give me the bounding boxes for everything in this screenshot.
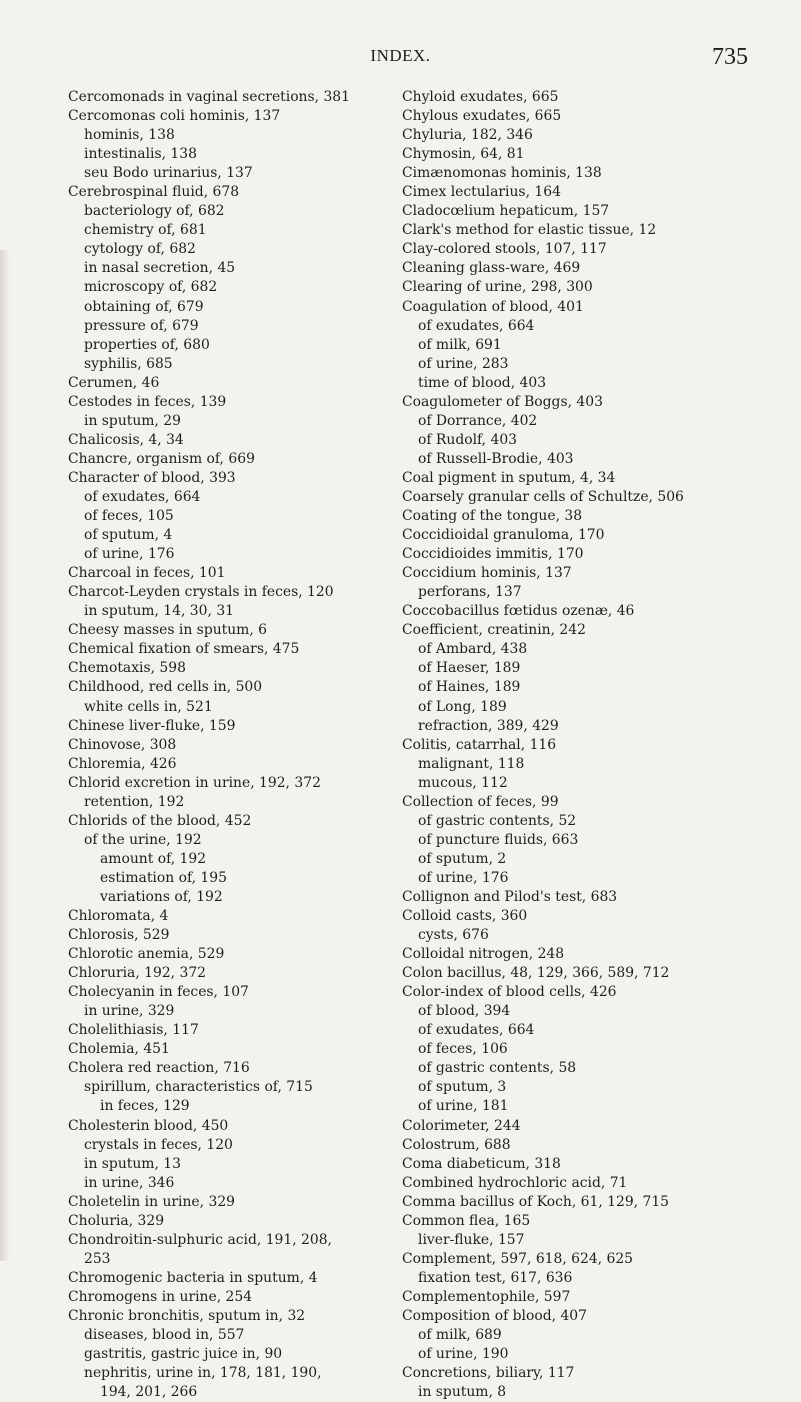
- index-entry: Cerebrospinal fluid, 678: [68, 184, 240, 201]
- index-entry: Concretions, biliary, 117: [402, 1365, 575, 1382]
- index-subentry: cytology of, 682: [84, 241, 196, 258]
- index-entry: Chlorids of the blood, 452: [68, 812, 252, 829]
- index-subentry: nephritis, urine in, 178, 181, 190,: [84, 1365, 322, 1382]
- index-subentry: of Ambard, 438: [418, 641, 528, 658]
- index-subentry: variations of, 192: [100, 888, 223, 905]
- index-entry: Cerumen, 46: [68, 374, 160, 391]
- index-subentry: in urine, 329: [84, 1003, 175, 1020]
- index-entry: Combined hydrochloric acid, 71: [402, 1174, 628, 1191]
- index-entry: Cercomonads in vaginal secretions, 381: [68, 89, 350, 105]
- index-entry: Common flea, 165: [402, 1212, 531, 1229]
- index-subentry: cysts, 676: [418, 927, 489, 944]
- index-subentry: microscopy of, 682: [84, 279, 218, 296]
- index-entry: Complement, 597, 618, 624, 625: [402, 1250, 634, 1267]
- index-subentry: in nasal secretion, 45: [84, 260, 236, 277]
- index-subentry: crystals in feces, 120: [84, 1136, 233, 1153]
- index-entry: Complementophile, 597: [402, 1288, 571, 1305]
- running-title: INDEX.: [370, 46, 431, 65]
- index-entry: Colostrum, 688: [402, 1136, 511, 1153]
- index-entry: Clay-colored stools, 107, 117: [402, 241, 607, 258]
- index-entry: Chemotaxis, 598: [68, 660, 186, 677]
- index-subentry: of exudates, 664: [418, 1022, 535, 1039]
- index-subentry: chemistry of, 681: [84, 222, 207, 239]
- index-entry: Chronic bronchitis, sputum in, 32: [68, 1308, 306, 1324]
- index-entry: Chloruria, 192, 372: [68, 965, 207, 982]
- index-subentry: of Haeser, 189: [418, 660, 521, 677]
- index-entry: Chancre, organism of, 669: [68, 450, 255, 467]
- index-subentry: fixation test, 617, 636: [418, 1269, 573, 1286]
- index-subentry: 194, 201, 266: [100, 1384, 198, 1401]
- index-entry: Charcoal in feces, 101: [68, 565, 226, 582]
- index-subentry: of sputum, 2: [418, 850, 507, 867]
- index-subentry: pressure of, 679: [84, 317, 199, 334]
- index-entry: Cholecyanin in feces, 107: [68, 984, 249, 1001]
- index-entry: Cholera red reaction, 716: [68, 1060, 250, 1077]
- index-subentry: of Long, 189: [418, 698, 507, 715]
- index-entry: Cestodes in feces, 139: [68, 393, 227, 410]
- index-entry: Chromogenic bacteria in sputum, 4: [68, 1269, 318, 1286]
- index-subentry: seu Bodo urinarius, 137: [84, 165, 253, 182]
- index-entry: Choletelin in urine, 329: [68, 1193, 235, 1210]
- index-entry: Chylous exudates, 665: [402, 108, 562, 125]
- index-entry: Clearing of urine, 298, 300: [402, 279, 593, 296]
- index-subentry: of milk, 691: [418, 336, 502, 353]
- index-subentry: of urine, 176: [418, 869, 509, 886]
- index-entry: Chymosin, 64, 81: [402, 146, 525, 163]
- index-entry: Chemical fixation of smears, 475: [68, 641, 300, 658]
- index-subentry: in sputum, 13: [84, 1155, 181, 1172]
- index-subentry: of milk, 689: [418, 1327, 502, 1344]
- index-subentry: of gastric contents, 58: [418, 1060, 577, 1077]
- index-subentry: refraction, 389, 429: [418, 717, 559, 734]
- index-subentry: 253: [84, 1250, 111, 1267]
- index-entry: Choluria, 329: [68, 1212, 165, 1229]
- index-entry: Coagulation of blood, 401: [402, 298, 584, 315]
- index-subentry: spirillum, characteristics of, 715: [84, 1079, 313, 1096]
- index-entry: Composition of blood, 407: [402, 1308, 587, 1324]
- index-subentry: of blood, 394: [418, 1003, 511, 1020]
- index-entry: Chinovose, 308: [68, 736, 177, 753]
- index-subentry: of Dorrance, 402: [418, 412, 538, 429]
- index-subentry: perforans, 137: [418, 584, 522, 601]
- index-entry: Coccidioidal granuloma, 170: [402, 527, 605, 544]
- index-entry: Cladocœlium hepaticum, 157: [402, 203, 610, 220]
- index-entry: Chinese liver-fluke, 159: [68, 717, 236, 734]
- index-subentry: of urine, 283: [418, 355, 509, 372]
- index-subentry: in sputum, 29: [84, 412, 181, 429]
- index-entry: Clark's method for elastic tissue, 12: [402, 222, 657, 239]
- index-entry: Charcot-Leyden crystals in feces, 120: [68, 584, 334, 601]
- page-gutter-shadow: [0, 250, 10, 1261]
- index-subentry: of urine, 190: [418, 1346, 509, 1363]
- index-entry: Coma diabeticum, 318: [402, 1155, 561, 1172]
- index-subentry: intestinalis, 138: [84, 146, 197, 163]
- index-subentry: of exudates, 664: [84, 488, 201, 505]
- index-subentry: in feces, 129: [100, 1098, 190, 1115]
- index-entry: Childhood, red cells in, 500: [68, 679, 263, 696]
- index-entry: Coefficient, creatinin, 242: [402, 622, 586, 639]
- index-entry: Chlorosis, 529: [68, 927, 170, 944]
- index-entry: Coarsely granular cells of Schultze, 506: [402, 488, 684, 505]
- index-entry: Comma bacillus of Koch, 61, 129, 715: [402, 1193, 670, 1210]
- index-entry: Chyluria, 182, 346: [402, 127, 533, 144]
- index-subentry: properties of, 680: [84, 336, 210, 353]
- index-subentry: of Russell-Brodie, 403: [418, 450, 574, 467]
- index-subentry: amount of, 192: [100, 850, 207, 867]
- index-subentry: white cells in, 521: [84, 698, 213, 715]
- index-entry: Coating of the tongue, 38: [402, 508, 583, 525]
- index-entry: Chloromata, 4: [68, 908, 169, 925]
- index-subentry: of sputum, 4: [84, 527, 173, 544]
- index-subentry: of gastric contents, 52: [418, 812, 577, 829]
- index-subentry: in sputum, 14, 30, 31: [84, 603, 234, 620]
- index-subentry: syphilis, 685: [84, 355, 173, 372]
- index-subentry: of Rudolf, 403: [418, 431, 518, 448]
- index-entry: Character of blood, 393: [68, 469, 236, 486]
- index-entry: Collection of feces, 99: [402, 793, 559, 810]
- index-subentry: bacteriology of, 682: [84, 203, 225, 220]
- index-entry: Colon bacillus, 48, 129, 366, 589, 712: [402, 965, 670, 982]
- index-entry: Colloid casts, 360: [402, 908, 528, 925]
- index-subentry: of puncture fluids, 663: [418, 831, 579, 848]
- index-subentry: of feces, 105: [84, 508, 174, 525]
- index-subentry: liver-fluke, 157: [418, 1231, 525, 1248]
- index-entry: Chloremia, 426: [68, 755, 177, 772]
- index-entry: Cimænomonas hominis, 138: [402, 165, 602, 182]
- index-subentry: retention, 192: [84, 793, 185, 810]
- index-subentry: of urine, 181: [418, 1098, 509, 1115]
- index-entry: Coal pigment in sputum, 4, 34: [402, 469, 616, 486]
- index-entry: Cleaning glass-ware, 469: [402, 260, 581, 277]
- page-number: 735: [712, 44, 748, 70]
- index-subentry: in urine, 346: [84, 1174, 175, 1191]
- index-subentry: in sputum, 8: [418, 1384, 507, 1401]
- index-subentry: estimation of, 195: [100, 869, 227, 886]
- index-entry: Chyloid exudates, 665: [402, 89, 559, 105]
- index-entry: Colloidal nitrogen, 248: [402, 946, 565, 963]
- index-entry: Cheesy masses in sputum, 6: [68, 622, 268, 639]
- index-subentry: of urine, 176: [84, 546, 175, 563]
- index-subentry: of sputum, 3: [418, 1079, 507, 1096]
- index-subentry: of the urine, 192: [84, 831, 202, 848]
- index-column-left: [68, 88, 403, 1402]
- index-column-right: [402, 88, 794, 1402]
- index-entry: Coccidium hominis, 137: [402, 565, 572, 582]
- index-entry: Cholemia, 451: [68, 1041, 170, 1058]
- index-subentry: gastritis, gastric juice in, 90: [84, 1346, 283, 1363]
- index-subentry: of Haines, 189: [418, 679, 521, 696]
- index-entry: Chondroitin-sulphuric acid, 191, 208,: [68, 1231, 332, 1248]
- index-subentry: time of blood, 403: [418, 374, 547, 391]
- index-entry: Colitis, catarrhal, 116: [402, 736, 557, 753]
- index-entry: Cholelithiasis, 117: [68, 1022, 199, 1039]
- index-entry: Chromogens in urine, 254: [68, 1288, 253, 1305]
- index-entry: Chalicosis, 4, 34: [68, 431, 184, 448]
- index-entry: Coccobacillus fœtidus ozenæ, 46: [402, 603, 635, 620]
- index-entry: Coccidioides immitis, 170: [402, 546, 584, 563]
- index-subentry: malignant, 118: [418, 755, 525, 772]
- index-entry: Collignon and Pilod's test, 683: [402, 888, 618, 905]
- index-entry: Chlorotic anemia, 529: [68, 946, 225, 963]
- index-subentry: of exudates, 664: [418, 317, 535, 334]
- index-entry: Coagulometer of Boggs, 403: [402, 393, 603, 410]
- index-subentry: hominis, 138: [84, 127, 175, 144]
- index-entry: Colorimeter, 244: [402, 1117, 521, 1134]
- index-subentry: diseases, blood in, 557: [84, 1327, 245, 1344]
- index-entry: Color-index of blood cells, 426: [402, 984, 617, 1001]
- index-entry: Cercomonas coli hominis, 137: [68, 108, 281, 125]
- index-entry: Cimex lectularius, 164: [402, 184, 561, 201]
- index-subentry: mucous, 112: [418, 774, 508, 791]
- index-entry: Chlorid excretion in urine, 192, 372: [68, 774, 321, 791]
- index-subentry: obtaining of, 679: [84, 298, 204, 315]
- index-entry: Cholesterin blood, 450: [68, 1117, 229, 1134]
- index-subentry: of feces, 106: [418, 1041, 508, 1058]
